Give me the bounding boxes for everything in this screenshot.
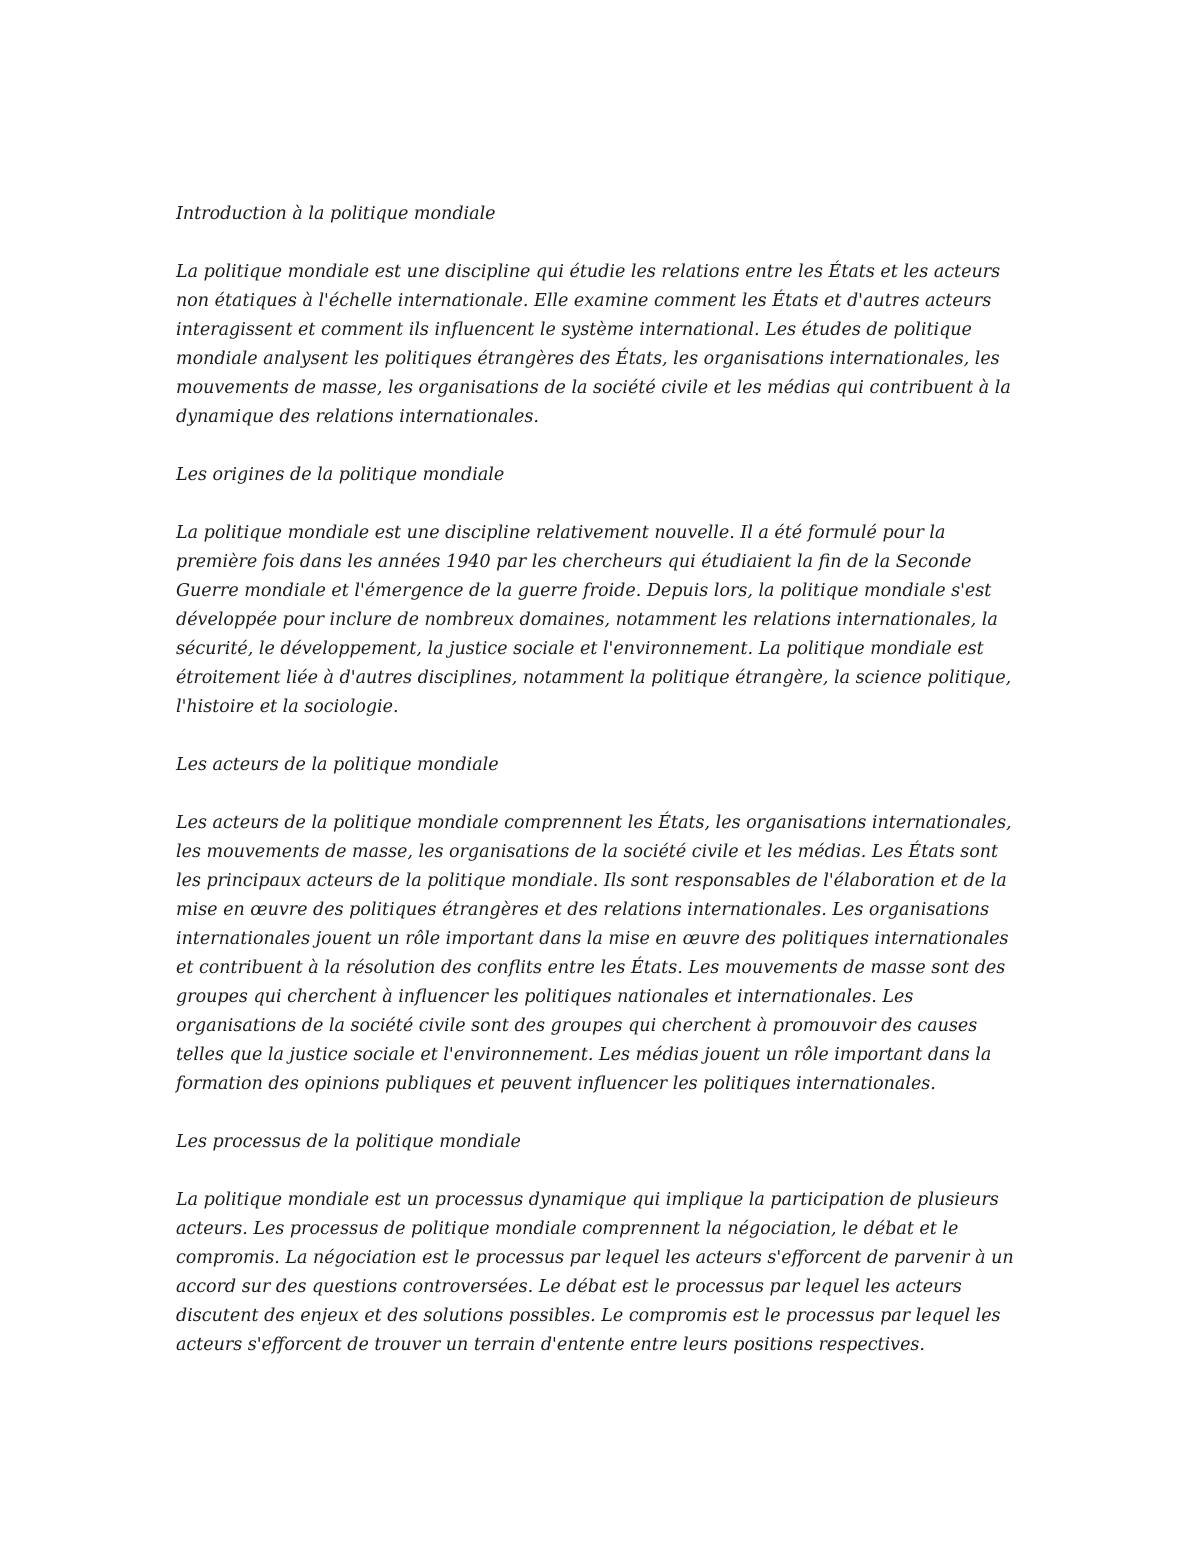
document-body	[176, 200, 1026, 1360]
section-heading-acteurs: Les acteurs de la politique mondiale	[176, 755, 499, 775]
section-paragraph-origines: La politique mondiale est une discipline relativement nouvelle. Il a été formulé pour la première fois dans les années 1940 par les chercheurs qui étudiaient la fin de la Seconde Guerre mondiale et l'émergence de la guerre froide. Depuis lors, la politique mondiale s'est développée pour inclure de nombreux domaines, notamment les relations internationales, la sécurité, le développement, la justice sociale et l'environnement. La politique mondiale est étroitement liée à d'autres disciplines, notamment la politique étrangère, la science politique, l'histoire et la sociologie.	[176, 523, 1012, 717]
spacer	[176, 490, 1026, 519]
spacer	[176, 722, 1026, 751]
section-paragraph-introduction: La politique mondiale est une discipline qui étudie les relations entre les États et les acteurs non étatiques à l'échelle internationale. Elle examine comment les États et d'autres acteurs interagissent et comment ils influencent le système international. Les études de politique mondiale analysent les politiques étrangères des États, les organisations internationales, les mouvements de masse, les organisations de la société civile et les médias qui contribuent à la dynamique des relations internationales.	[176, 262, 1011, 427]
section-heading-processus: Les processus de la politique mondiale	[176, 1132, 521, 1152]
spacer	[176, 780, 1026, 809]
spacer	[176, 1099, 1026, 1128]
section-paragraph-processus: La politique mondiale est un processus dynamique qui implique la participation de plusieurs acteurs. Les processus de politique mondiale comprennent la négociation, le débat et le compromis. La négociation est le processus par lequel les acteurs s'efforcent de parvenir à un accord sur des questions controversées. Le débat est le processus par lequel les acteurs discutent des enjeux et des solutions possibles. Le compromis est le processus par lequel les acteurs s'efforcent de trouver un terrain d'entente entre leurs positions respectives.	[176, 1190, 1014, 1355]
section-paragraph-acteurs: Les acteurs de la politique mondiale comprennent les États, les organisations internationales, les mouvements de masse, les organisations de la société civile et les médias. Les États sont les principaux acteurs de la politique mondiale. Ils sont responsables de l'élaboration et de la mise en œuvre des politiques étrangères et des relations internationales. Les organisations internationales jouent un rôle important dans la mise en œuvre des politiques internationales et contribuent à la résolution des conflits entre les États. Les mouvements de masse sont des groupes qui cherchent à influencer les politiques nationales et internationales. Les organisations de la société civile sont des groupes qui cherchent à promouvoir des causes telles que la justice sociale et l'environnement. Les médias jouent un rôle important dans la formation des opinions publiques et peuvent influencer les politiques internationales.	[176, 813, 1012, 1094]
section-heading-introduction: Introduction à la politique mondiale	[176, 204, 496, 224]
section-heading-origines: Les origines de la politique mondiale	[176, 465, 505, 485]
spacer	[176, 1157, 1026, 1186]
spacer	[176, 229, 1026, 258]
spacer	[176, 432, 1026, 461]
